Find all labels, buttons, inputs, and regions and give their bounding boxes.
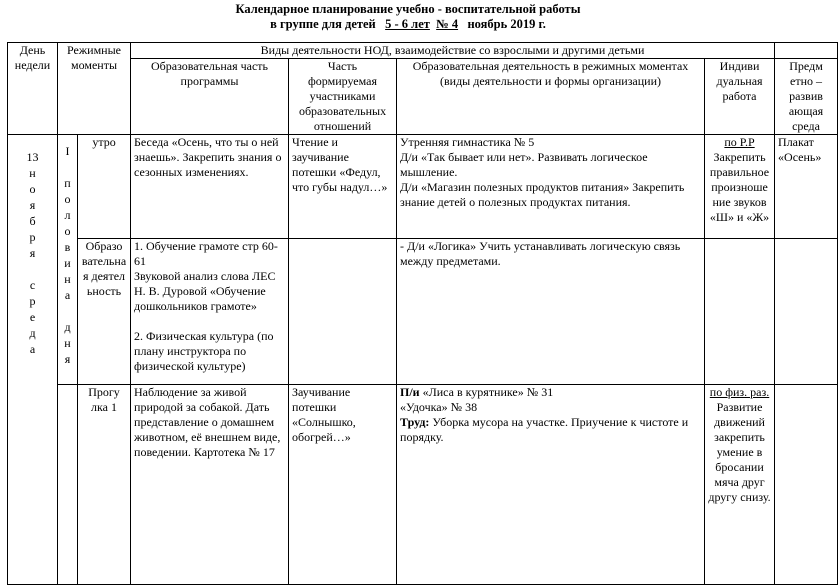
day-cell — [8, 135, 58, 585]
col-regime-activity: Образовательная деятельность в режимных моментах (виды деятельности и формы организации) — [397, 59, 705, 135]
day-letter: е — [29, 310, 36, 324]
educational-line — [134, 314, 285, 329]
group-number: № 4 — [436, 17, 459, 31]
plan-table — [7, 42, 838, 585]
table-row — [8, 385, 838, 585]
col-regime-moments: Режимные моменты — [58, 43, 131, 135]
regime-cell — [397, 135, 705, 239]
regime-label: Труд: — [400, 415, 430, 429]
participant-cell: Чтение и заучивание потешки «Федул, что губы надул…» — [289, 135, 397, 239]
half-day-letter: о — [64, 224, 71, 238]
educational-line: 2. Физическая культура (по плану инструктора по физической культуре) — [134, 329, 274, 373]
participant-cell: Заучивание потешки «Солнышко, обогрей…» — [289, 385, 397, 585]
day-letter: р — [29, 294, 36, 308]
individual-cell — [705, 135, 775, 239]
half-day-letter: п — [64, 176, 71, 190]
table-row — [8, 239, 838, 385]
day-letter: я — [29, 246, 36, 260]
half-day-letter — [58, 159, 77, 175]
regime-label: П/и — [400, 385, 420, 399]
regime-text: Уборка мусора на участке. Приучение к чистоте и порядку. — [400, 415, 689, 444]
moment-cell: Прогу лка 1 — [78, 385, 131, 585]
col-individual-work: Индиви дуальная работа — [705, 59, 775, 135]
age-range: 5 - 6 лет — [385, 17, 430, 31]
educational-cell: Наблюдение за живой природой за собакой. Дать представление о домашнем животном, её внешнем виде, поведении. Картотека № 17 — [131, 385, 289, 585]
col-day-of-week: День недели — [8, 43, 58, 135]
environment-cell — [775, 385, 838, 585]
moment-cell: Образо вательная деятел ьность — [78, 239, 131, 385]
individual-cell — [705, 385, 775, 585]
half-day-letter: в — [64, 240, 71, 254]
environment-cell: Плакат «Осень» — [775, 135, 838, 239]
header-row — [8, 43, 838, 59]
regime-cell — [397, 385, 705, 585]
day-letters — [11, 149, 54, 357]
day-letter: 13 — [26, 150, 39, 164]
col-environment: Предм етно – развив ающая среда — [775, 59, 838, 135]
environment-cell — [775, 239, 838, 385]
half-day-letter: о — [64, 192, 71, 206]
day-letter: о — [29, 182, 36, 196]
day-letter: я — [29, 198, 36, 212]
regime-line: «Удочка» № 38 — [400, 400, 478, 414]
educational-line: Звуковой анализ слова ЛЕС — [134, 269, 276, 283]
day-letter — [11, 261, 54, 277]
half-day-letter: л — [64, 208, 71, 222]
half-day-letters — [58, 143, 77, 367]
regime-line: Д/и «Магазин полезных продуктов питания» Закрепить знание детей о полезных продуктах питания. — [400, 180, 685, 209]
half-day-letter: и — [64, 256, 71, 270]
day-letter: б — [29, 214, 36, 228]
participant-cell — [289, 239, 397, 385]
half-day-letter — [58, 303, 77, 319]
subheader-row — [8, 59, 838, 135]
regime-line — [400, 415, 701, 445]
regime-text: «Лиса в курятнике» № 31 — [419, 385, 554, 399]
educational-line: 1. Обучение грамоте стр 60-61 — [134, 239, 278, 268]
half-day-letter: я — [64, 352, 71, 366]
half-day-blank-cell — [58, 385, 78, 585]
day-letter: н — [29, 166, 36, 180]
half-day-letter: д — [64, 320, 71, 334]
individual-area: по физ. раз. — [709, 385, 770, 399]
educational-cell — [131, 239, 289, 385]
educational-line: Н. В. Дуровой «Обучение дошкольников грамоте» — [134, 284, 266, 313]
subtitle-prefix: в группе для детей — [270, 17, 376, 31]
individual-text: Закрепить правильное произноше ние звуков «Ш» и «Ж» — [709, 150, 770, 224]
day-letter: с — [29, 278, 36, 292]
regime-line — [400, 385, 701, 400]
regime-line: Д/и «Так бывает или нет». Развивать логическое мышление. — [400, 150, 648, 179]
educational-cell: Беседа «Осень, что ты о ней знаешь». Закрепить знания о сезонных изменениях. — [131, 135, 289, 239]
table-row — [8, 135, 838, 239]
regime-cell: - Д/и «Логика» Учить устанавливать логическую связь между предметами. — [397, 239, 705, 385]
half-day-cell — [58, 135, 78, 385]
col-activities: Виды деятельности НОД, взаимодействие со взрослыми и другими детьми — [131, 43, 775, 59]
col-participant-part: Часть формируемая участниками образовательных отношений — [289, 59, 397, 135]
half-day-letter: а — [64, 288, 71, 302]
half-day-letter: н — [64, 272, 71, 286]
document-title: Календарное планирование учебно - воспитательной работы — [235, 2, 581, 16]
period: ноябрь 2019 г. — [467, 17, 546, 31]
individual-cell — [705, 239, 775, 385]
day-letter: а — [29, 342, 36, 356]
individual-area: по Р.Р — [724, 135, 755, 149]
day-letter: д — [29, 326, 36, 340]
half-day-letter: I — [65, 144, 70, 158]
half-day-letter: н — [64, 336, 71, 350]
moment-cell: утро — [78, 135, 131, 239]
col-educational-part: Образовательная часть программы — [131, 59, 289, 135]
regime-line: Утренняя гимнастика № 5 — [400, 135, 535, 149]
day-letter: р — [29, 230, 36, 244]
individual-text: Развитие движений закрепить умение в бросании мяча друг другу снизу. — [708, 400, 771, 504]
blank-header-cell — [775, 43, 838, 59]
